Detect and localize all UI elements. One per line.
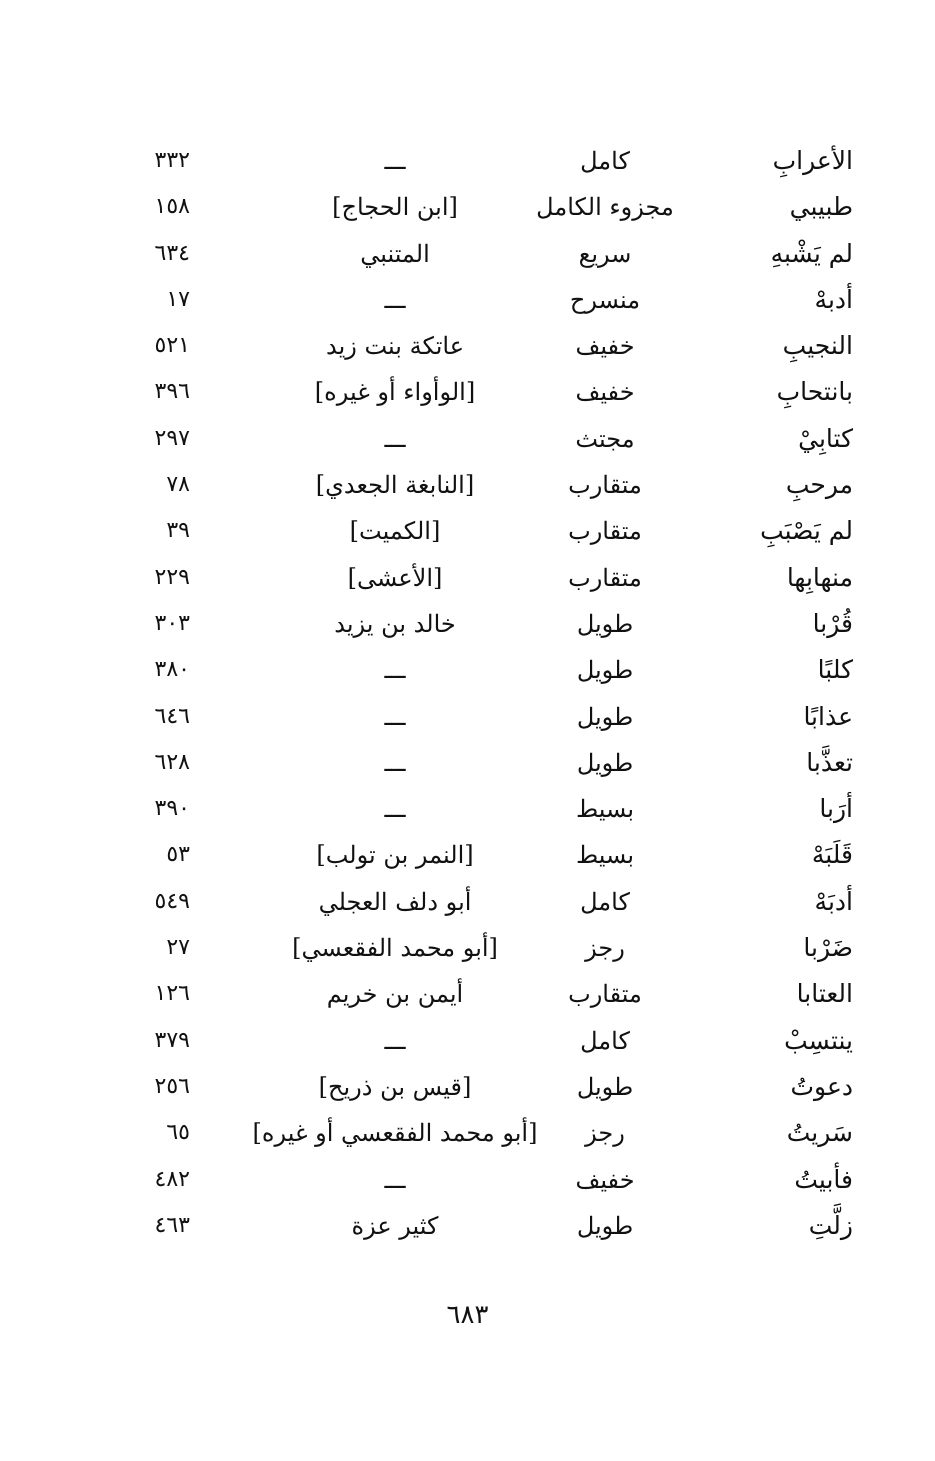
poet-cell: [الأعشى] bbox=[347, 563, 443, 592]
page-ref-cell: ٤٨٢ bbox=[154, 1166, 190, 1192]
page-number: ٦٨٣ bbox=[446, 1300, 489, 1330]
meter-cell: طويل bbox=[576, 609, 634, 638]
table-row bbox=[0, 647, 935, 693]
table-row bbox=[0, 508, 935, 554]
rhyme-cell: قُرْبا bbox=[812, 608, 853, 638]
table-row bbox=[0, 323, 935, 369]
rhyme-cell: كتابِيْ bbox=[798, 423, 853, 453]
page-ref-cell: ٧٨ bbox=[166, 472, 190, 498]
meter-cell: طويل bbox=[576, 702, 634, 731]
rhyme-cell: لم يَصْبَبِ bbox=[760, 516, 853, 546]
meter-cell: مجتث bbox=[575, 424, 635, 453]
poet-cell: [قيس بن ذريح] bbox=[318, 1072, 472, 1101]
meter-cell: طويل bbox=[576, 656, 634, 685]
meter-cell: كامل bbox=[580, 1026, 630, 1055]
meter-cell: رجز bbox=[585, 934, 625, 963]
table-row bbox=[0, 277, 935, 323]
poet-cell: المتنبي bbox=[360, 239, 430, 268]
meter-cell: طويل bbox=[576, 748, 634, 777]
meter-cell: طويل bbox=[576, 1072, 634, 1101]
meter-cell: طويل bbox=[576, 1211, 634, 1240]
meter-cell: متقارب bbox=[568, 563, 642, 592]
page-ref-cell: ٦٢٨ bbox=[154, 749, 190, 775]
page-ref-cell: ٥٢١ bbox=[154, 333, 190, 359]
poet-cell: [ابن الحجاج] bbox=[332, 193, 458, 222]
rhyme-cell: ينتسِبْ bbox=[784, 1025, 853, 1055]
table-row bbox=[0, 138, 935, 184]
table-row bbox=[0, 832, 935, 878]
rhyme-cell: عذابًا bbox=[803, 701, 853, 731]
rhyme-cell: تعذَّبا bbox=[806, 747, 853, 777]
poet-cell: ـــ bbox=[384, 795, 406, 824]
table-row bbox=[0, 416, 935, 462]
table-row bbox=[0, 1018, 935, 1064]
rhyme-cell: مرحبِ bbox=[785, 470, 853, 500]
rhyme-cell: بانتحابِ bbox=[776, 377, 853, 407]
poet-cell: [النمر بن تولب] bbox=[316, 841, 474, 870]
page-ref-cell: ٣٨٠ bbox=[154, 657, 190, 683]
table-row bbox=[0, 231, 935, 277]
rhyme-cell: لم يَشْبهِ bbox=[770, 238, 853, 268]
meter-cell: متقارب bbox=[568, 980, 642, 1009]
rhyme-cell: أدبهْ bbox=[814, 284, 853, 314]
page-ref-cell: ٦٣٤ bbox=[154, 240, 190, 266]
meter-cell: رجز bbox=[585, 1119, 625, 1148]
page-ref-cell: ٣٩ bbox=[166, 518, 190, 544]
poet-cell: كثير عزة bbox=[351, 1211, 439, 1240]
poet-cell: ـــ bbox=[384, 748, 406, 777]
table-row bbox=[0, 1064, 935, 1110]
table-row bbox=[0, 879, 935, 925]
meter-cell: كامل bbox=[580, 147, 630, 175]
meter-cell: كامل bbox=[580, 887, 630, 916]
poet-cell: [النابغة الجعدي] bbox=[315, 471, 475, 500]
rhyme-cell: ضَرْبا bbox=[803, 933, 853, 963]
poet-cell: ـــ bbox=[384, 702, 406, 731]
table-row bbox=[0, 1157, 935, 1203]
table-row bbox=[0, 184, 935, 230]
page-ref-cell: ٣٩٦ bbox=[154, 379, 190, 405]
poet-cell: ـــ bbox=[384, 1165, 406, 1194]
page-ref-cell: ٦٤٦ bbox=[154, 703, 190, 729]
rhyme-cell: أدبَهْ bbox=[814, 886, 853, 916]
rhyme-cell: الأعرابِ bbox=[772, 146, 853, 175]
meter-cell: متقارب bbox=[568, 471, 642, 500]
meter-cell: بسيط bbox=[575, 841, 635, 870]
poet-cell: أبو دلف العجلي bbox=[318, 887, 472, 916]
page-ref-cell: ٢٥٦ bbox=[154, 1073, 190, 1099]
page-ref-cell: ٢٧ bbox=[166, 935, 190, 961]
rhyme-cell: منهابِها bbox=[786, 562, 853, 592]
meter-cell: منسرح bbox=[569, 285, 641, 314]
meter-cell: بسيط bbox=[575, 795, 635, 824]
meter-cell: خفيف bbox=[575, 378, 635, 407]
page-ref-cell: ٦٥ bbox=[166, 1120, 190, 1146]
poet-cell: ـــ bbox=[384, 656, 406, 685]
table-row bbox=[0, 555, 935, 601]
poet-cell: [الوأواء أو غيره] bbox=[314, 378, 476, 407]
table-row bbox=[0, 694, 935, 740]
poet-cell: ـــ bbox=[384, 424, 406, 453]
rhyme-cell: طبيبي bbox=[789, 192, 853, 222]
table-row bbox=[0, 462, 935, 508]
rhyme-cell: النجيبِ bbox=[782, 331, 853, 361]
rhyme-cell: كلبًا bbox=[817, 655, 853, 685]
page-ref-cell: ١٥٨ bbox=[154, 194, 190, 220]
rhyme-cell: قَلَبَهْ bbox=[811, 840, 853, 870]
poet-cell: ـــ bbox=[384, 1026, 406, 1055]
rhyme-cell: زلَّتِ bbox=[808, 1210, 853, 1240]
page-ref-cell: ٤٦٣ bbox=[154, 1212, 190, 1238]
page-ref-cell: ٥٣ bbox=[166, 842, 190, 868]
page-ref-cell: ٣٧٩ bbox=[154, 1027, 190, 1053]
page-ref-cell: ١٧ bbox=[166, 286, 190, 312]
meter-cell: مجزوء الكامل bbox=[536, 193, 674, 222]
rhyme-cell: العتابا bbox=[796, 979, 853, 1009]
rhyme-cell: سَريتُ bbox=[786, 1118, 853, 1148]
table-row bbox=[0, 786, 935, 832]
table-row bbox=[0, 925, 935, 971]
rhyme-index-table bbox=[0, 138, 935, 1249]
meter-cell: متقارب bbox=[568, 517, 642, 546]
poet-cell: أيمن بن خريم bbox=[326, 980, 464, 1009]
table-row bbox=[0, 740, 935, 786]
rhyme-cell: أرَبا bbox=[819, 794, 853, 824]
poet-cell: [أبو محمد الفقعسي] bbox=[292, 934, 498, 963]
page-ref-cell: ٥٤٩ bbox=[154, 888, 190, 914]
poet-cell: ـــ bbox=[384, 285, 406, 314]
meter-cell: خفيف bbox=[575, 1165, 635, 1194]
poet-cell: عاتكة بنت زيد bbox=[325, 332, 465, 361]
meter-cell: خفيف bbox=[575, 332, 635, 361]
page-ref-cell: ٣٣٢ bbox=[154, 148, 190, 173]
table-row bbox=[0, 971, 935, 1017]
table-row bbox=[0, 1110, 935, 1156]
poet-cell: خالد بن يزيد bbox=[334, 609, 456, 638]
table-row bbox=[0, 369, 935, 415]
page-ref-cell: ٢٢٩ bbox=[154, 564, 190, 590]
page-ref-cell: ١٢٦ bbox=[154, 981, 190, 1007]
table-row bbox=[0, 601, 935, 647]
poet-cell: [أبو محمد الفقعسي أو غيره] bbox=[252, 1119, 538, 1148]
page-ref-cell: ٣٩٠ bbox=[154, 796, 190, 822]
page-ref-cell: ٢٩٧ bbox=[154, 425, 190, 451]
poet-cell: ـــ bbox=[384, 147, 406, 175]
rhyme-cell: دعوتُ bbox=[790, 1071, 853, 1101]
rhyme-cell: فأبيتُ bbox=[794, 1164, 853, 1194]
poet-cell: [الكميت] bbox=[349, 517, 441, 546]
table-row bbox=[0, 1203, 935, 1249]
meter-cell: سريع bbox=[578, 239, 632, 268]
page-ref-cell: ٣٠٣ bbox=[154, 610, 190, 636]
